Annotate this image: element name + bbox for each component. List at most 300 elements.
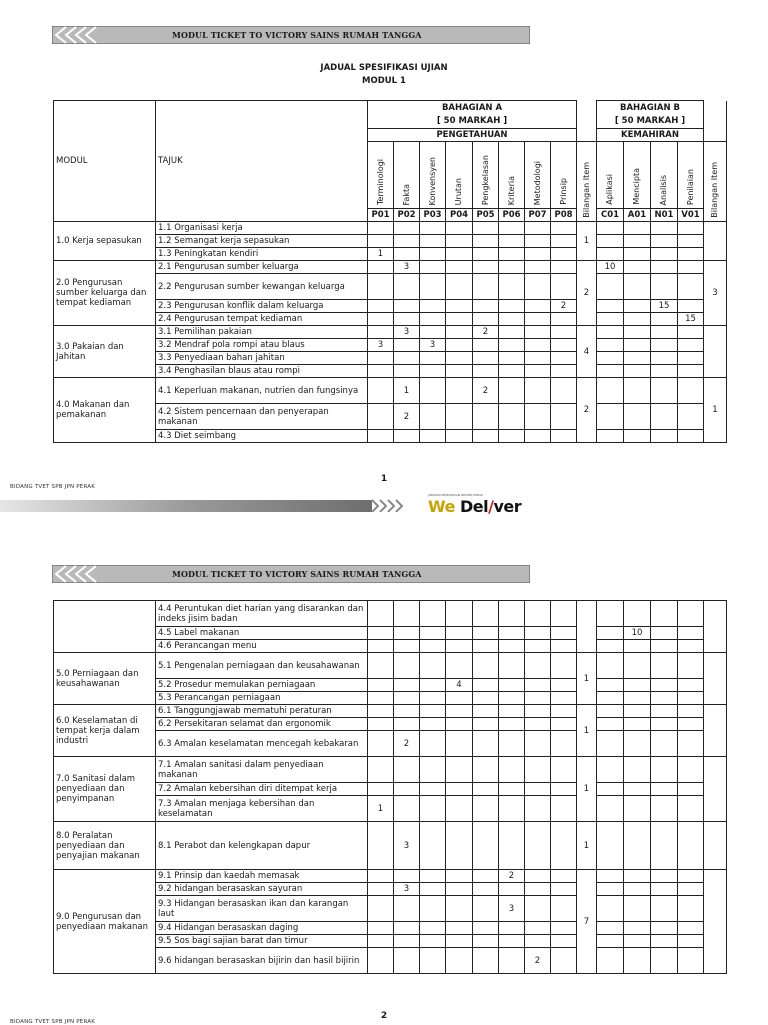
mark-cell-a [551,627,577,640]
topic-name: 8.1 Perabot dan kelengkapan dapur [156,822,368,870]
topic-name: 3.4 Penghasilan blaus atau rompi [156,365,368,378]
column-header-b [597,142,624,209]
mark-cell-a [551,352,577,365]
module-name: 2.0 Pengurusan sumber keluarga dan tempat kediaman [54,261,156,326]
column-label: Pengkelasan [480,154,490,205]
mark-cell-b [678,935,704,948]
mark-cell-b [651,692,678,705]
module-name: 5.0 Perniagaan dan keusahawanan [54,653,156,705]
mark-cell-b [651,718,678,731]
mark-cell-a [420,883,446,896]
mark-cell-b [624,352,651,365]
mark-cell-b [597,822,624,870]
mark-cell-b [651,757,678,783]
mark-cell-a [551,757,577,783]
column-header-a [368,142,394,209]
table-row [54,822,727,870]
bilangan-item-a: 7 [577,870,597,974]
mark-cell-a [420,627,446,640]
mark-cell-a: 2 [394,404,420,430]
mark-cell-a [525,352,551,365]
mark-cell-b [624,235,651,248]
topic-name: 1.2 Semangat kerja sepasukan [156,235,368,248]
mark-cell-b [597,705,624,718]
mark-cell-a [446,783,473,796]
column-code: P05 [473,209,499,222]
mark-cell-a [525,235,551,248]
mark-cell-a: 1 [368,796,394,822]
column-code: P07 [525,209,551,222]
bilangan-item-b [704,705,727,757]
mark-cell-a [420,731,446,757]
mark-cell-b: 15 [678,313,704,326]
logo-del: Del [460,497,489,516]
mark-cell-a [394,870,420,883]
mark-cell-a [473,896,499,922]
topic-name: 7.1 Amalan sanitasi dalam penyediaan makanan [156,757,368,783]
mark-cell-b [624,705,651,718]
mark-cell-a: 1 [368,248,394,261]
mark-cell-a [446,627,473,640]
document-page-2 [0,545,768,1024]
mark-cell-a [394,922,420,935]
mark-cell-a [499,731,525,757]
mark-cell-a: 2 [551,300,577,313]
mark-cell-a [394,692,420,705]
mark-cell-b [651,222,678,235]
module-name: 7.0 Sanitasi dalam penyediaan dan penyimpanan [54,757,156,822]
bilangan-item-b: 1 [704,378,727,443]
mark-cell-a [368,679,394,692]
mark-cell-a [394,365,420,378]
topic-name: 6.1 Tanggungjawab mematuhi peraturan [156,705,368,718]
mark-cell-a [525,222,551,235]
mark-cell-a [368,352,394,365]
mark-cell-a [446,948,473,974]
mark-cell-a [525,274,551,300]
mark-cell-a [499,796,525,822]
mark-cell-a [446,300,473,313]
mark-cell-a [446,705,473,718]
topic-name: 6.2 Persekitaran selamat dan ergonomik [156,718,368,731]
section-b-marks: [ 50 MARKAH ] [597,115,704,129]
mark-cell-b [651,313,678,326]
mark-cell-a [420,365,446,378]
mark-cell-b [651,326,678,339]
mark-cell-a [499,274,525,300]
mark-cell-a [394,274,420,300]
mark-cell-a [446,822,473,870]
topic-name: 3.1 Pemilihan pakaian [156,326,368,339]
mark-cell-a [525,378,551,404]
table-row [54,757,727,783]
column-label: Metodologi [532,160,542,205]
mark-cell-a [525,339,551,352]
mark-cell-b [678,679,704,692]
mark-cell-a [525,731,551,757]
column-label: Fakta [401,183,411,205]
mark-cell-a [473,679,499,692]
mark-cell-a [368,948,394,974]
mark-cell-a [473,601,499,627]
mark-cell-b [597,300,624,313]
mark-cell-b [651,365,678,378]
mark-cell-a [368,935,394,948]
mark-cell-a [420,935,446,948]
mark-cell-b [651,783,678,796]
column-label: Aplikasi [605,174,614,205]
mark-cell-b [651,896,678,922]
mark-cell-a: 2 [473,326,499,339]
mark-cell-a [551,935,577,948]
mark-cell-a [368,601,394,627]
mark-cell-b [597,653,624,679]
mark-cell-a [446,935,473,948]
topic-name: 4.3 Diet seimbang [156,430,368,443]
mark-cell-a [473,313,499,326]
module-banner [52,565,530,583]
mark-cell-b [597,922,624,935]
mark-cell-a [394,653,420,679]
mark-cell-a [368,896,394,922]
mark-cell-a [551,948,577,974]
mark-cell-a [446,313,473,326]
mark-cell-b [678,692,704,705]
module-name: 9.0 Pengurusan dan penyediaan makanan [54,870,156,974]
mark-cell-a [394,430,420,443]
mark-cell-a [525,601,551,627]
mark-cell-a [473,935,499,948]
table-row [54,870,727,883]
mark-cell-b [597,313,624,326]
mark-cell-a [420,705,446,718]
mark-cell-b [624,326,651,339]
mark-cell-a [394,640,420,653]
mark-cell-b [597,731,624,757]
column-code: C01 [597,209,624,222]
mark-cell-a: 4 [446,679,473,692]
mark-cell-a [446,692,473,705]
bilangan-item-a: 1 [577,705,597,757]
topic-name: 4.4 Peruntukan diet harian yang disarankan dan indeks jisim badan [156,601,368,627]
mark-cell-b [624,222,651,235]
mark-cell-a [551,679,577,692]
logo-tagline: JABATAN PENDIDIKAN NEGERI PERAK [428,493,484,497]
mark-cell-a [368,235,394,248]
mark-cell-a [499,627,525,640]
mark-cell-a [499,640,525,653]
mark-cell-a [394,339,420,352]
bilangan-item-label: Bilangan Item [581,162,591,218]
mark-cell-b [597,640,624,653]
mark-cell-a [446,601,473,627]
mark-cell-b [624,261,651,274]
bilangan-item-header [704,142,727,222]
mark-cell-a [420,430,446,443]
mark-cell-b [624,718,651,731]
mark-cell-a [525,757,551,783]
mark-cell-a [525,692,551,705]
mark-cell-a [446,640,473,653]
mark-cell-a [446,896,473,922]
mark-cell-a [420,300,446,313]
topic-name: 9.5 Sos bagi sajian barat dan timur [156,935,368,948]
mark-cell-a [551,326,577,339]
mark-cell-a [525,640,551,653]
mark-cell-a [551,692,577,705]
mark-cell-a [420,404,446,430]
mark-cell-a [368,922,394,935]
mark-cell-b [651,731,678,757]
mark-cell-a [499,261,525,274]
mark-cell-b [651,948,678,974]
mark-cell-a [499,313,525,326]
column-header-b [624,142,651,209]
column-header-a [446,142,473,209]
mark-cell-a [368,883,394,896]
mark-cell-b [678,235,704,248]
mark-cell-a [368,326,394,339]
bilangan-item-a: 1 [577,822,597,870]
topic-name: 4.5 Label makanan [156,627,368,640]
mark-cell-a [499,222,525,235]
column-code: P01 [368,209,394,222]
column-code: P03 [420,209,446,222]
mark-cell-b [624,365,651,378]
mark-cell-a: 2 [473,378,499,404]
footer-label: BIDANG TVET SPB JPN PERAK [10,1019,96,1025]
mark-cell-a: 3 [394,883,420,896]
mark-cell-b [678,404,704,430]
mark-cell-a [368,718,394,731]
topic-name: 4.2 Sistem pencernaan dan penyerapan makanan [156,404,368,430]
mark-cell-a [473,222,499,235]
mark-cell-a [473,796,499,822]
mark-cell-a [499,248,525,261]
mark-cell-b [678,248,704,261]
mark-cell-b [624,731,651,757]
mark-cell-b [624,757,651,783]
section-b-title: BAHAGIAN B [597,101,704,115]
mark-cell-a [420,352,446,365]
bilangan-item-header [577,142,597,222]
mark-cell-b [651,378,678,404]
mark-cell-a [551,248,577,261]
mark-cell-a [525,870,551,883]
mark-cell-b [651,261,678,274]
mark-cell-b [651,248,678,261]
section-a-sub: PENGETAHUAN [368,129,577,142]
mark-cell-a [446,352,473,365]
mark-cell-a [551,718,577,731]
mark-cell-a [446,430,473,443]
mark-cell-a [446,274,473,300]
mark-cell-a [473,883,499,896]
mark-cell-a [420,783,446,796]
mark-cell-a [394,896,420,922]
mark-cell-a [551,870,577,883]
mark-cell-a [368,731,394,757]
mark-cell-a [368,222,394,235]
mark-cell-b [597,235,624,248]
mark-cell-a [551,235,577,248]
mark-cell-a [420,601,446,627]
mark-cell-b [678,870,704,883]
mark-cell-a [525,300,551,313]
mark-cell-b [624,430,651,443]
mark-cell-a [551,922,577,935]
mark-cell-a [499,705,525,718]
mark-cell-a [525,627,551,640]
mark-cell-a [499,235,525,248]
mark-cell-b [651,870,678,883]
mark-cell-b [597,627,624,640]
mark-cell-a [446,922,473,935]
mark-cell-a [446,883,473,896]
mark-cell-b [678,783,704,796]
mark-cell-a [368,404,394,430]
column-label: Konvensyen [427,156,437,205]
mark-cell-a [394,352,420,365]
mark-cell-b [678,653,704,679]
mark-cell-a [394,705,420,718]
mark-cell-b [678,601,704,627]
mark-cell-a: 3 [394,261,420,274]
mark-cell-a [420,870,446,883]
topic-name: 9.6 hidangan berasaskan bijirin dan hasil bijirin [156,948,368,974]
bilangan-item-b: 3 [704,261,727,326]
mark-cell-a [368,261,394,274]
mark-cell-b: 10 [597,261,624,274]
mark-cell-b [678,627,704,640]
mark-cell-a [499,326,525,339]
mark-cell-b [651,922,678,935]
document-subtitle: MODUL 1 [362,76,406,86]
mark-cell-a [499,783,525,796]
mark-cell-a [473,430,499,443]
mark-cell-a [394,601,420,627]
mark-cell-b [597,352,624,365]
header-gap [704,101,727,142]
mark-cell-a [446,248,473,261]
mark-cell-a [368,640,394,653]
mark-cell-b [597,692,624,705]
bilangan-item-a [577,601,597,653]
column-label: Analisis [659,174,668,205]
mark-cell-b [597,757,624,783]
topic-name: 4.6 Perancangan menu [156,640,368,653]
mark-cell-a [446,365,473,378]
mark-cell-b [624,653,651,679]
mark-cell-b [597,339,624,352]
mark-cell-b [624,300,651,313]
mark-cell-b [678,640,704,653]
specification-table [53,100,727,443]
topic-name: 7.2 Amalan kebersihan diri ditempat kerja [156,783,368,796]
mark-cell-a [394,235,420,248]
mark-cell-a [368,822,394,870]
mark-cell-a [420,274,446,300]
mark-cell-a [394,757,420,783]
mark-cell-a [473,365,499,378]
header-gap [577,101,597,142]
section-a-title: BAHAGIAN A [368,101,577,115]
mark-cell-b [624,896,651,922]
mark-cell-b [597,883,624,896]
mark-cell-b [651,235,678,248]
mark-cell-b [678,261,704,274]
mark-cell-a [499,378,525,404]
we-deliver-logo [428,497,521,516]
mark-cell-b [597,796,624,822]
mark-cell-b [678,718,704,731]
mark-cell-a [473,235,499,248]
topic-name: 9.4 Hidangan berasaskan daging [156,922,368,935]
mark-cell-b [651,640,678,653]
mark-cell-a [525,705,551,718]
module-name: 4.0 Makanan dan pemakanan [54,378,156,443]
topic-name: 5.1 Pengenalan perniagaan dan keusahawanan [156,653,368,679]
column-header-a [473,142,499,209]
table-row [54,653,727,679]
mark-cell-b [651,339,678,352]
mark-cell-a [473,404,499,430]
mark-cell-a [551,601,577,627]
bilangan-item-a: 1 [577,222,597,261]
mark-cell-a [525,718,551,731]
mark-cell-a [551,261,577,274]
mark-cell-b [624,378,651,404]
mark-cell-b [651,404,678,430]
topic-name: 5.3 Perancangan perniagaan [156,692,368,705]
module-name: 1.0 Kerja sepasukan [54,222,156,261]
mark-cell-b [678,352,704,365]
mark-cell-a [473,248,499,261]
mark-cell-a [394,718,420,731]
mark-cell-a [499,883,525,896]
mark-cell-b [624,935,651,948]
mark-cell-b [678,822,704,870]
column-code: P02 [394,209,420,222]
mark-cell-a [473,731,499,757]
mark-cell-b [678,896,704,922]
mark-cell-b [678,757,704,783]
mark-cell-a [420,378,446,404]
mark-cell-b [597,948,624,974]
section-b-sub: KEMAHIRAN [597,129,704,142]
mark-cell-b: 15 [651,300,678,313]
mark-cell-a [394,627,420,640]
mark-cell-b [678,365,704,378]
mark-cell-a [551,222,577,235]
mark-cell-a [368,705,394,718]
table-row [54,222,727,235]
mark-cell-b [651,822,678,870]
mark-cell-a [394,222,420,235]
bilangan-item-b [704,822,727,870]
bilangan-item-b [704,222,727,261]
column-header-b [651,142,678,209]
mark-cell-a [525,822,551,870]
mark-cell-a: 1 [394,378,420,404]
mark-cell-a [446,796,473,822]
mark-cell-a [473,948,499,974]
bilangan-item-a: 1 [577,653,597,705]
mark-cell-b [597,326,624,339]
column-header-a [525,142,551,209]
topic-name: 6.3 Amalan keselamatan mencegah kebakaran [156,731,368,757]
mark-cell-a [394,679,420,692]
